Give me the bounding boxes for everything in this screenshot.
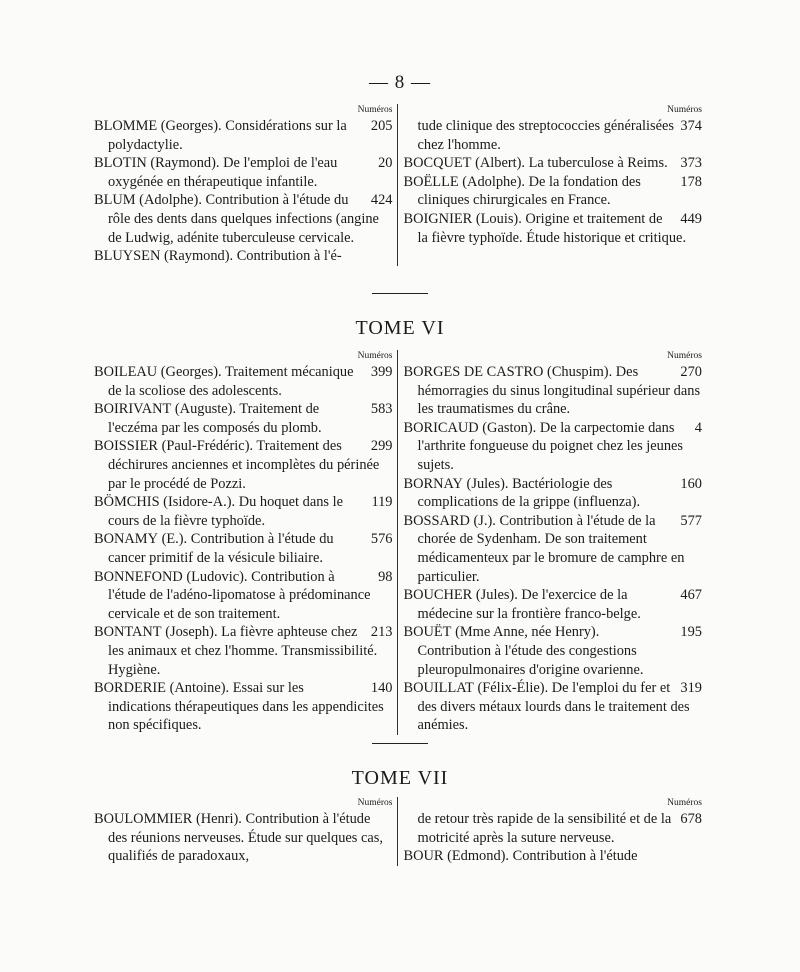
entry-title: (Edmond). Contribution à l'étude bbox=[443, 848, 638, 865]
author-name: BORGES DE CASTRO bbox=[403, 364, 544, 380]
entry-text bbox=[94, 624, 377, 677]
left-column bbox=[94, 104, 393, 266]
entry-title: (Gaston). De la carpectomie dans l'arthrite fongueuse du poignet chez les jeunes sujets. bbox=[417, 419, 684, 473]
entry-number: 20 bbox=[378, 155, 393, 172]
entry-title: (J.). Contribution à l'étude de la chorée de Sydenham. De son traitement médicamenteux par le bromure de camphre en particulier. bbox=[417, 512, 685, 585]
entry-title: (Henri). Contribution à l'étude des réunions nerveuses. Étude sur quelques cas, qualifiés de paradoxaux, bbox=[108, 811, 383, 865]
numeros-header: Numéros bbox=[357, 798, 393, 808]
author-name: BOIRIVANT bbox=[94, 401, 172, 418]
numeros-header: Numéros bbox=[667, 798, 702, 808]
entry-text bbox=[94, 680, 384, 733]
column-divider bbox=[397, 350, 398, 735]
entry-text bbox=[418, 811, 672, 846]
entry-number: 160 bbox=[680, 475, 702, 492]
entry-number: 467 bbox=[680, 587, 702, 604]
entry-number: 449 bbox=[680, 210, 702, 227]
entry-number: 678 bbox=[680, 811, 702, 827]
author-name: BONAMY bbox=[94, 531, 158, 548]
right-column bbox=[404, 350, 703, 735]
author-name: BLUM bbox=[94, 192, 136, 209]
entry-title: (Louis). Origine et traitement de la fièvre typhoïde. Étude historique et critique. bbox=[417, 210, 687, 246]
bibliography-entry bbox=[94, 679, 393, 735]
entry-text bbox=[94, 438, 379, 491]
entry-number: 424 bbox=[370, 192, 393, 209]
entry-text bbox=[94, 531, 334, 566]
column-divider bbox=[397, 797, 398, 866]
author-name: BOISSIER bbox=[94, 438, 158, 455]
entry-text bbox=[404, 587, 641, 622]
bibliography-entry bbox=[94, 400, 393, 437]
section-rule bbox=[372, 293, 428, 294]
bibliography-entry bbox=[94, 247, 393, 266]
entry-title: (Ludovic). Contribution à l'étude de l'adéno-lipomatose à prédominance cervicale et de son traitement. bbox=[108, 568, 371, 622]
bibliography-entry bbox=[404, 419, 703, 475]
bibliography-entry bbox=[94, 493, 393, 530]
entry-title: (Mme Anne, née Henry). Contribution à l'étude des congestions pleuropulmonaires d'origine ovarienne. bbox=[417, 624, 644, 678]
entry-text bbox=[404, 364, 701, 417]
entry-text bbox=[404, 848, 638, 864]
right-column bbox=[404, 797, 703, 866]
entry-text bbox=[404, 211, 687, 246]
entry-text bbox=[94, 811, 383, 864]
entry-text bbox=[94, 364, 354, 399]
author-name: BONNEFOND bbox=[94, 568, 183, 585]
entry-text bbox=[94, 401, 322, 436]
entry-title: (Georges). Traitement mécanique de la scoliose des adolescents. bbox=[108, 364, 354, 399]
entry-text bbox=[94, 155, 337, 190]
bibliography-entry bbox=[94, 191, 393, 247]
entry-text bbox=[94, 494, 343, 529]
section-tome-v-continuation bbox=[94, 104, 702, 266]
entry-number: 4 bbox=[694, 419, 702, 436]
numeros-header: Numéros bbox=[357, 351, 393, 361]
entry-number: 205 bbox=[370, 118, 393, 134]
entry-number: 373 bbox=[680, 155, 702, 172]
entry-text bbox=[94, 569, 371, 622]
entry-text bbox=[404, 680, 690, 733]
author-name: BORNAY bbox=[403, 475, 463, 492]
entry-text bbox=[94, 192, 379, 245]
entry-list bbox=[404, 117, 703, 247]
bibliography-entry bbox=[94, 437, 393, 493]
entry-title: (Chuspim). Des hémorragies du sinus longitudinal supérieur dans les traumatismes du crâne. bbox=[417, 364, 701, 418]
entry-list bbox=[404, 363, 703, 735]
bibliography-entry bbox=[404, 679, 703, 735]
entry-title: (Georges). Considérations sur la polydactylie. bbox=[108, 118, 347, 153]
bibliography-entry bbox=[404, 623, 703, 679]
author-name: BOUILLAT bbox=[403, 680, 474, 697]
bibliography-entry bbox=[404, 173, 703, 210]
entry-text bbox=[94, 248, 342, 264]
author-name: BLOTIN bbox=[94, 155, 147, 172]
bibliography-entry bbox=[94, 363, 393, 400]
entry-text bbox=[404, 476, 641, 511]
entry-title: (Albert). La tuberculose à Reims. bbox=[471, 155, 668, 172]
entry-title: de retour très rapide de la sensibilité et de la motricité après la suture nerveuse. bbox=[417, 811, 672, 846]
entry-number: 374 bbox=[680, 118, 702, 134]
entry-number: 299 bbox=[370, 438, 393, 455]
entry-title: (Jules). Bactériologie des complications de la grippe (influenza). bbox=[417, 475, 641, 511]
entry-text bbox=[404, 420, 684, 473]
author-name: BOILEAU bbox=[94, 364, 158, 380]
page-number: — 8 — bbox=[369, 72, 431, 93]
column-divider bbox=[397, 104, 398, 266]
section-tome-vi bbox=[94, 350, 702, 735]
entry-list bbox=[404, 810, 703, 866]
entry-number: 583 bbox=[370, 401, 393, 418]
author-name: BOSSARD bbox=[403, 512, 470, 529]
section-rule bbox=[372, 743, 428, 744]
bibliography-entry bbox=[404, 586, 703, 623]
entry-title: (E.). Contribution à l'étude du cancer primitif de la vésicule biliaire. bbox=[108, 531, 334, 566]
entry-title: (Jules). De l'exercice de la médecine sur la frontière franco-belge. bbox=[417, 587, 641, 622]
bibliography-entry bbox=[404, 847, 703, 866]
entry-text bbox=[404, 174, 641, 209]
entry-number: 195 bbox=[680, 624, 702, 641]
entry-title: (Auguste). Traitement de l'eczéma par les composés du plomb. bbox=[108, 401, 322, 436]
numeros-header: Numéros bbox=[357, 105, 393, 115]
bibliography-entry bbox=[404, 154, 703, 173]
bibliography-entry bbox=[404, 363, 703, 419]
right-column bbox=[404, 104, 703, 266]
entry-title: (Raymond). Contribution à l'é- bbox=[160, 248, 342, 265]
entry-number: 270 bbox=[680, 364, 702, 380]
entry-number: 213 bbox=[370, 624, 393, 641]
bibliography-entry bbox=[404, 475, 703, 512]
entry-continuation bbox=[404, 117, 703, 154]
entry-number: 178 bbox=[680, 173, 702, 190]
entry-text bbox=[404, 624, 644, 677]
entry-list bbox=[94, 117, 393, 266]
author-name: BLUYSEN bbox=[94, 248, 161, 265]
bibliography-entry bbox=[94, 154, 393, 191]
entry-title: (Adolphe). De la fondation des cliniques chirurgicales en France. bbox=[417, 173, 641, 209]
entry-number: 98 bbox=[378, 568, 393, 585]
entry-number: 319 bbox=[680, 680, 702, 697]
bibliography-entry bbox=[94, 810, 393, 866]
bibliography-entry bbox=[404, 512, 703, 586]
bibliography-entry bbox=[94, 623, 393, 679]
entry-number: 399 bbox=[370, 364, 393, 380]
entry-title: (Paul-Frédéric). Traitement des déchirures anciennes et incomplètes du périnée par le procédé de Pozzi. bbox=[108, 438, 380, 492]
bibliography-entry bbox=[404, 210, 703, 247]
author-name: BÖMCHIS bbox=[94, 494, 160, 511]
author-name: BOËLLE bbox=[403, 173, 459, 190]
bibliography-entry bbox=[94, 568, 393, 624]
numeros-header: Numéros bbox=[667, 351, 702, 361]
entry-number: 576 bbox=[370, 531, 393, 548]
entry-text bbox=[404, 513, 685, 585]
entry-title: (Joseph). La fièvre aphteuse chez les animaux et chez l'homme. Transmissibilité. Hygiène. bbox=[108, 624, 378, 678]
entry-title: (Antoine). Essai sur les indications thérapeutiques dans les appendicites non spécifiques. bbox=[108, 680, 384, 734]
entry-title: (Raymond). De l'emploi de l'eau oxygénée en thérapeutique infantile. bbox=[108, 155, 338, 190]
entry-title: (Adolphe). Contribution à l'étude du rôle des dents dans quelques infections (angine de Ludwig, adénite tuberculeuse cervicale. bbox=[108, 192, 379, 246]
author-name: BONTANT bbox=[94, 624, 162, 641]
entry-text bbox=[404, 155, 668, 171]
bibliography-entry bbox=[94, 530, 393, 567]
entry-number: 577 bbox=[680, 512, 702, 529]
numeros-header: Numéros bbox=[667, 105, 702, 115]
tome-title-vii: TOME VII bbox=[351, 767, 449, 789]
entry-list bbox=[94, 810, 393, 866]
author-name: BOUR bbox=[403, 848, 444, 865]
author-name: BOULOMMIER bbox=[94, 811, 193, 827]
author-name: BLOMME bbox=[94, 118, 158, 134]
bibliography-entry bbox=[94, 117, 393, 154]
section-tome-vii bbox=[94, 797, 702, 866]
entry-number: 119 bbox=[371, 494, 393, 511]
entry-number: 140 bbox=[370, 680, 393, 697]
tome-title-vi: TOME VI bbox=[355, 317, 445, 339]
author-name: BOUCHER bbox=[403, 587, 473, 604]
entry-title: (Isidore-A.). Du hoquet dans le cours de la fièvre typhoïde. bbox=[108, 494, 344, 529]
author-name: BOCQUET bbox=[403, 155, 472, 172]
left-column bbox=[94, 350, 393, 735]
author-name: BORICAUD bbox=[403, 419, 479, 436]
entry-continuation bbox=[404, 810, 703, 847]
entry-list bbox=[94, 363, 393, 735]
entry-text bbox=[418, 118, 675, 153]
entry-title: tude clinique des streptococcies généralisées chez l'homme. bbox=[417, 118, 675, 153]
author-name: BOIGNIER bbox=[403, 210, 473, 227]
entry-text bbox=[94, 118, 347, 153]
author-name: BOUËT bbox=[403, 624, 452, 641]
author-name: BORDERIE bbox=[94, 680, 166, 697]
left-column bbox=[94, 797, 393, 866]
entry-title: (Félix-Élie). De l'emploi du fer et des divers métaux lourds dans le traitement des anémies. bbox=[417, 680, 690, 734]
